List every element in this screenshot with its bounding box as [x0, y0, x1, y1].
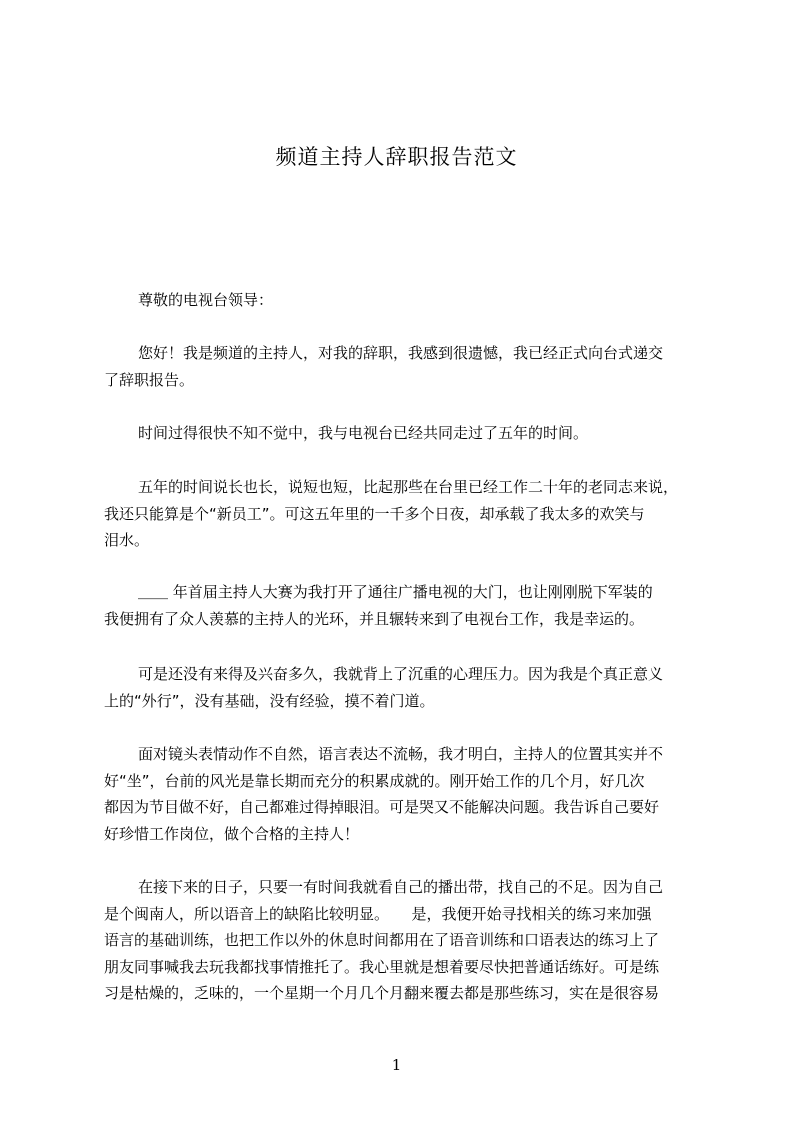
paragraph-time: [104, 420, 704, 447]
paragraph-line: 在接下来的日子，只要一有时间我就看自己的播出带，找自己的不足。因为自己: [138, 878, 664, 896]
paragraph-line: 泪水。: [104, 531, 150, 549]
paragraph-line: 五年的时间说长也长，说短也短，比起那些在台里已经工作二十年的老同志来说，: [138, 478, 679, 496]
paragraph-line: 我便拥有了众人羡慕的主持人的光环，并且辗转来到了电视台工作，我是幸运的。: [104, 609, 645, 628]
paragraph-pressure: [104, 661, 704, 714]
salutation: [104, 287, 704, 314]
paragraph-line: ＿＿ 年首届主持人大赛为我打开了通往广播电视的大门，也让刚刚脱下军装的: [138, 583, 653, 601]
paragraph-line: 好“坐”，台前的风光是靠长期而充分的积累成就的。刚开始工作的几个月，好几次: [104, 771, 645, 790]
paragraph-line: 了辞职报告。: [104, 370, 195, 389]
paragraph-line: 好珍惜工作岗位，做个合格的主持人！: [104, 824, 360, 843]
paragraph-greeting: [104, 340, 704, 393]
paragraph-contest: [104, 579, 704, 632]
page-number: 1: [391, 1056, 402, 1074]
paragraph-line: 语言的基础训练，也把工作以外的休息时间都用在了语音训练和口语表达的练习上了: [104, 931, 660, 949]
paragraph-camera: [104, 741, 704, 847]
paragraph-line: 您好！我是频道的主持人，对我的辞职，我感到很遗憾，我已经正式向台式递交: [138, 344, 664, 362]
document-title: 频道主持人辞职报告范文: [275, 145, 518, 169]
paragraph-line: 上的“外行”，没有基础，没有经验，摸不着门道。: [104, 691, 435, 710]
paragraph-line: 我还只能算是个“新员工”。可这五年里的一千多个日夜，却承载了我太多的欢笑与: [104, 504, 645, 523]
salutation-text: 尊敬的电视台领导：: [138, 291, 274, 309]
paragraph-line: 面对镜头表情动作不自然，语言表达不流畅，我才明白，主持人的位置其实并不: [138, 745, 664, 763]
paragraph-line: 朋友同事喊我去玩我都找事情推托了。我心里就是想着要尽快把普通话练好。可是练: [104, 957, 660, 976]
paragraph-line: 都因为节目做不好，自己都难过得掉眼泪。可是哭又不能解决问题。我告诉自己要好: [104, 798, 660, 816]
paragraph-line: 习是枯燥的，乏味的，一个星期一个月几个月翻来覆去都是那些练习，实在是很容易: [104, 984, 660, 1002]
paragraph-line: 可是还没有来得及兴奋多久，我就背上了沉重的心理压力。因为我是个真正意义: [138, 665, 664, 683]
paragraph-line: 时间过得很快不知不觉中，我与电视台已经共同走过了五年的时间。: [138, 424, 589, 442]
paragraph-five-years: [104, 474, 704, 554]
paragraph-practice: [104, 874, 704, 1007]
paragraph-line: 是个闽南人，所以语音上的缺陷比较明显。 是，我便开始寻找相关的练习来加强: [104, 904, 652, 923]
